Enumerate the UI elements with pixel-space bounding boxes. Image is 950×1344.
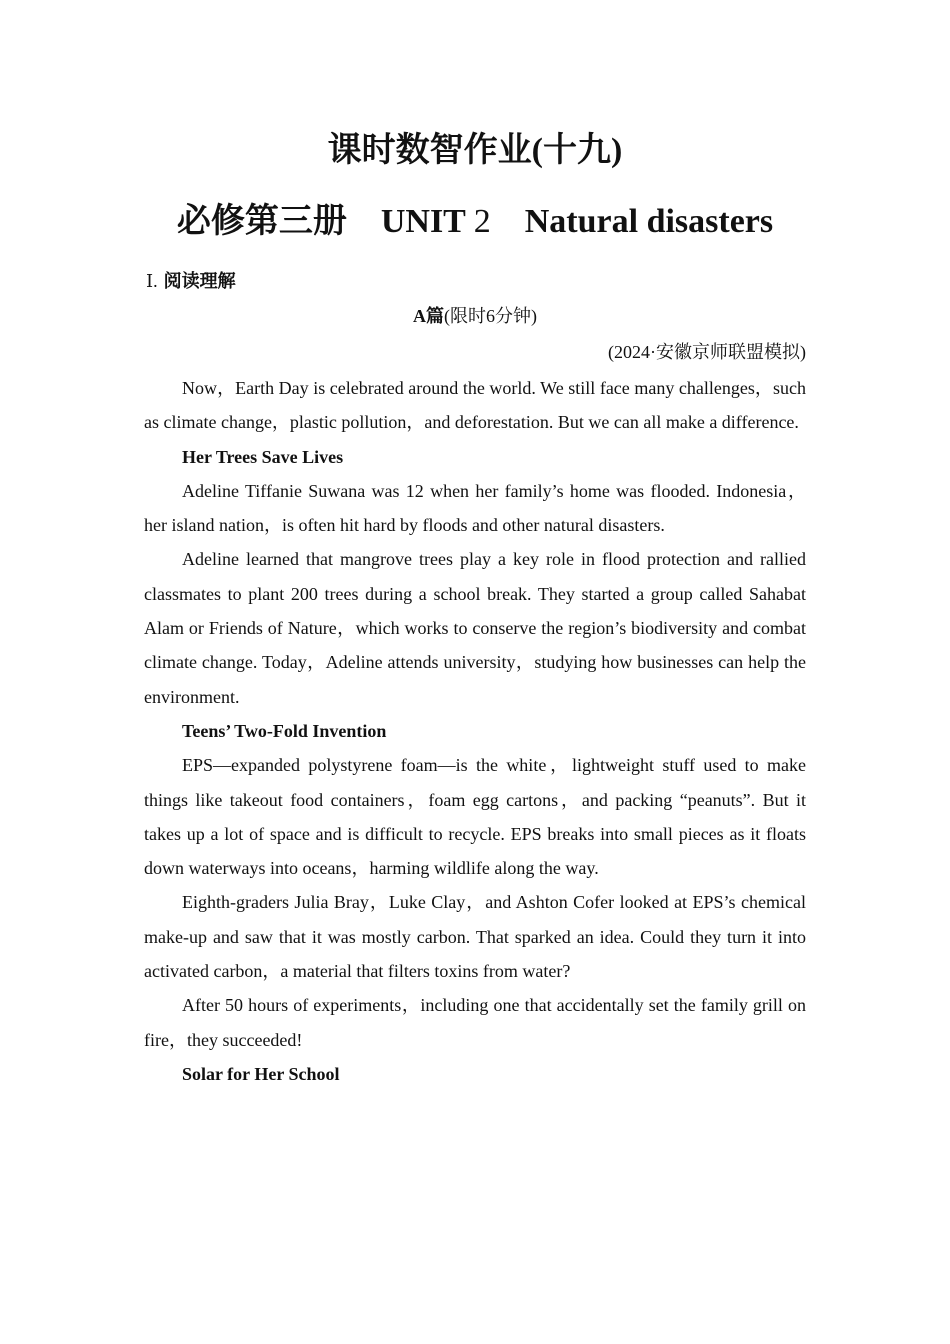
unit-number: 2 bbox=[473, 203, 491, 240]
paragraph: Now，Earth Day is celebrated around the world. We still face many challenges，such as climate change，plastic pollution，and deforestation. But we can all make a difference. bbox=[144, 378, 806, 433]
subheading: Teens’ Two-Fold Invention bbox=[182, 720, 387, 741]
unit-subtitle bbox=[0, 198, 950, 246]
section-title: 阅读理解 bbox=[163, 271, 236, 291]
passage-time-limit: (限时6分钟) bbox=[444, 306, 537, 326]
passage-source: (2024·安徽京师联盟模拟) bbox=[608, 342, 806, 362]
passage-label bbox=[0, 303, 950, 329]
section-numeral: Ⅰ. bbox=[146, 271, 158, 291]
paragraph: Adeline learned that mangrove trees play a key role in flood protection and rallied classmates to plant 200 trees during a school break. They started a group called Sahabat Alam or Friends of Nature，which works to conserve the region’s biodiversity and combat climate change. Today，Adeline attends university，studying how businesses can help the environment. bbox=[144, 549, 806, 707]
passage-body bbox=[144, 371, 806, 1091]
book-name: 必修第三册 bbox=[176, 203, 347, 240]
unit-topic: Natural disasters bbox=[524, 203, 774, 240]
unit-label: UNIT bbox=[380, 203, 466, 240]
paragraph: Adeline Tiffanie Suwana was 12 when her family’s home was flooded. Indonesia，her island nation，is often hit hard by floods and other natural disasters. bbox=[144, 480, 806, 536]
paragraph: Eighth-graders Julia Bray，Luke Clay，and Ashton Cofer looked at EPS’s chemical make-up and saw that it was mostly carbon. That sparked an idea. Could they turn it into activated carbon，a material that filters toxins from water? bbox=[144, 892, 806, 982]
subheading: Solar for Her School bbox=[182, 1063, 340, 1084]
page-title: 课时数智作业(十九) bbox=[327, 132, 623, 169]
subheading: Her Trees Save Lives bbox=[182, 446, 344, 467]
passage-name: A篇 bbox=[413, 306, 444, 326]
section-heading bbox=[146, 268, 236, 294]
paragraph: EPS—expanded polystyrene foam—is the white，lightweight stuff used to make things like takeout food containers，foam egg cartons，and packing “peanuts”. But it takes up a lot of space and is difficult to recycle. EPS breaks into small pieces as it floats down waterways into oceans，harming wildlife along the way. bbox=[144, 755, 806, 879]
paragraph: After 50 hours of experiments，including one that accidentally set the family grill on fire，they succeeded! bbox=[144, 995, 806, 1050]
